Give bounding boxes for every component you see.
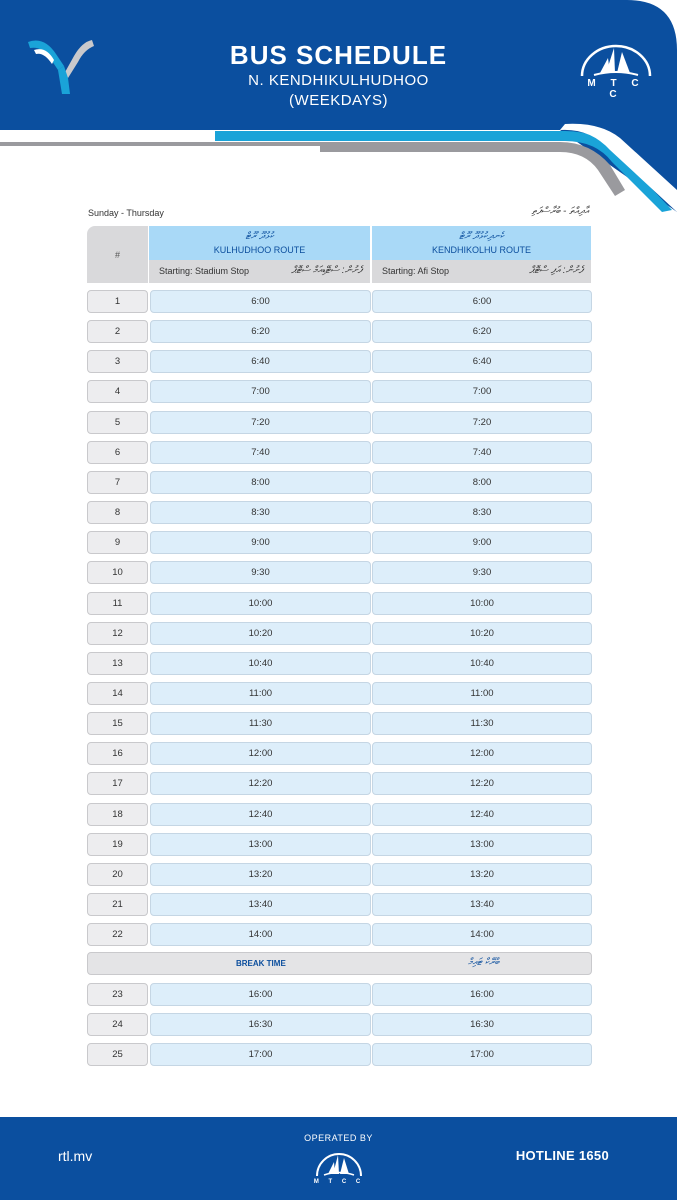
route-name: KENDHIKOLHU ROUTE bbox=[431, 245, 531, 255]
row-number: 18 bbox=[87, 803, 148, 826]
operated-by-label: OPERATED BY bbox=[304, 1133, 373, 1143]
table-row bbox=[87, 561, 592, 584]
table-row bbox=[87, 320, 592, 343]
kulhudhoo-time: 7:00 bbox=[150, 380, 371, 403]
days-dhivehi: އާދިއްތަ - ބުރާސްފަތި bbox=[531, 206, 589, 217]
row-number: 15 bbox=[87, 712, 148, 735]
table-row bbox=[87, 742, 592, 765]
table-row bbox=[87, 622, 592, 645]
break-time-dhivehi: ބްރޭކް ޓައިމް bbox=[468, 957, 500, 968]
kulhudhoo-time: 6:20 bbox=[150, 320, 371, 343]
header bbox=[0, 0, 677, 212]
row-number: 6 bbox=[87, 441, 148, 464]
row-number: 2 bbox=[87, 320, 148, 343]
table-row bbox=[87, 1013, 592, 1036]
break-time-english: BREAK TIME bbox=[236, 959, 286, 968]
route-name: KULHUDHOO ROUTE bbox=[213, 245, 306, 255]
kulhudhoo-time: 17:00 bbox=[150, 1043, 371, 1066]
kendhikolhu-time: 7:20 bbox=[372, 411, 592, 434]
table-row bbox=[87, 772, 592, 795]
table-row bbox=[87, 652, 592, 675]
row-number: 7 bbox=[87, 471, 148, 494]
row-number: 23 bbox=[87, 983, 148, 1006]
kendhikolhu-time: 8:30 bbox=[372, 501, 592, 524]
mtcc-logo-icon bbox=[578, 40, 654, 78]
kendhikolhu-time: 6:20 bbox=[372, 320, 592, 343]
starting-stop-kendhikolhu bbox=[372, 260, 591, 283]
mtcc-footer-brand: M T C C bbox=[313, 1179, 365, 1185]
table-row bbox=[87, 923, 592, 946]
row-number: 19 bbox=[87, 833, 148, 856]
starting-stop-kulhudhoo bbox=[149, 260, 370, 283]
kulhudhoo-time: 10:20 bbox=[150, 622, 371, 645]
kulhudhoo-time: 8:00 bbox=[150, 471, 371, 494]
route-header-kulhudhoo bbox=[149, 226, 370, 260]
kulhudhoo-time: 6:40 bbox=[150, 350, 371, 373]
kendhikolhu-time: 13:00 bbox=[372, 833, 592, 856]
kulhudhoo-time: 10:00 bbox=[150, 592, 371, 615]
kendhikolhu-time: 7:40 bbox=[372, 441, 592, 464]
mtcc-footer-logo-icon bbox=[315, 1149, 363, 1177]
table-row bbox=[87, 712, 592, 735]
kendhikolhu-time: 11:30 bbox=[372, 712, 592, 735]
table-row bbox=[87, 531, 592, 554]
table-row bbox=[87, 501, 592, 524]
row-number: 1 bbox=[87, 290, 148, 313]
kendhikolhu-time: 16:30 bbox=[372, 1013, 592, 1036]
period-subtitle: (WEEKDAYS) bbox=[289, 92, 388, 109]
row-number: 17 bbox=[87, 772, 148, 795]
kulhudhoo-time: 9:30 bbox=[150, 561, 371, 584]
footer bbox=[0, 1117, 677, 1200]
starting-stop-dhivehi: ފެށުން: އަފި ސްޓޮޕް bbox=[529, 265, 583, 276]
kendhikolhu-time: 9:00 bbox=[372, 531, 592, 554]
starting-stop-english: Starting: Stadium Stop bbox=[159, 266, 250, 276]
route-name-dhivehi: ކުޅުދޫ ރޫޓް bbox=[245, 231, 274, 242]
kendhikolhu-time: 13:40 bbox=[372, 893, 592, 916]
kendhikolhu-time: 12:20 bbox=[372, 772, 592, 795]
kulhudhoo-time: 13:20 bbox=[150, 863, 371, 886]
location-subtitle: N. KENDHIKULHUDHOO bbox=[248, 72, 429, 89]
route-header-kendhikolhu bbox=[372, 226, 591, 260]
kendhikolhu-time: 16:00 bbox=[372, 983, 592, 1006]
kendhikolhu-time: 12:40 bbox=[372, 803, 592, 826]
row-number: 21 bbox=[87, 893, 148, 916]
row-number: 4 bbox=[87, 380, 148, 403]
kulhudhoo-time: 12:40 bbox=[150, 803, 371, 826]
kendhikolhu-time: 12:00 bbox=[372, 742, 592, 765]
kendhikolhu-time: 9:30 bbox=[372, 561, 592, 584]
break-time-row bbox=[87, 952, 592, 975]
row-number: 22 bbox=[87, 923, 148, 946]
table-row bbox=[87, 863, 592, 886]
kendhikolhu-time: 17:00 bbox=[372, 1043, 592, 1066]
kendhikolhu-time: 6:40 bbox=[372, 350, 592, 373]
row-number: 11 bbox=[87, 592, 148, 615]
number-column-header: # bbox=[87, 226, 148, 283]
kendhikolhu-time: 10:00 bbox=[372, 592, 592, 615]
row-number: 14 bbox=[87, 682, 148, 705]
kulhudhoo-time: 11:00 bbox=[150, 682, 371, 705]
table-row bbox=[87, 380, 592, 403]
starting-stop-english: Starting: Afi Stop bbox=[382, 266, 450, 276]
kendhikolhu-time: 10:20 bbox=[372, 622, 592, 645]
kulhudhoo-time: 9:00 bbox=[150, 531, 371, 554]
row-number: 13 bbox=[87, 652, 148, 675]
hotline-text: HOTLINE 1650 bbox=[515, 1148, 609, 1163]
row-number: 25 bbox=[87, 1043, 148, 1066]
table-row bbox=[87, 592, 592, 615]
table-row bbox=[87, 682, 592, 705]
table-row bbox=[87, 290, 592, 313]
row-number: 10 bbox=[87, 561, 148, 584]
kendhikolhu-time: 8:00 bbox=[372, 471, 592, 494]
kulhudhoo-time: 7:40 bbox=[150, 441, 371, 464]
kulhudhoo-time: 16:00 bbox=[150, 983, 371, 1006]
kulhudhoo-time: 8:30 bbox=[150, 501, 371, 524]
table-row bbox=[87, 350, 592, 373]
kendhikolhu-time: 11:00 bbox=[372, 682, 592, 705]
kendhikolhu-time: 14:00 bbox=[372, 923, 592, 946]
days-english: Sunday - Thursday bbox=[88, 208, 164, 218]
kulhudhoo-time: 16:30 bbox=[150, 1013, 371, 1036]
kendhikolhu-time: 13:20 bbox=[372, 863, 592, 886]
website-link[interactable]: rtl.mv bbox=[58, 1148, 93, 1164]
kulhudhoo-time: 14:00 bbox=[150, 923, 371, 946]
starting-stop-dhivehi: ފެށުން: ސްޓޭޑިއަމް ސްޓޮޕް bbox=[291, 265, 362, 276]
table-row bbox=[87, 833, 592, 856]
row-number: 5 bbox=[87, 411, 148, 434]
kulhudhoo-time: 6:00 bbox=[150, 290, 371, 313]
row-number: 9 bbox=[87, 531, 148, 554]
mtcc-brand-text: M T C C bbox=[587, 78, 645, 100]
kulhudhoo-time: 13:40 bbox=[150, 893, 371, 916]
row-number: 8 bbox=[87, 501, 148, 524]
row-number: 16 bbox=[87, 742, 148, 765]
kendhikolhu-time: 6:00 bbox=[372, 290, 592, 313]
kulhudhoo-time: 7:20 bbox=[150, 411, 371, 434]
kulhudhoo-time: 10:40 bbox=[150, 652, 371, 675]
kulhudhoo-time: 12:20 bbox=[150, 772, 371, 795]
table-row bbox=[87, 471, 592, 494]
row-number: 12 bbox=[87, 622, 148, 645]
page-title: BUS SCHEDULE bbox=[229, 40, 448, 70]
kendhikolhu-time: 7:00 bbox=[372, 380, 592, 403]
table-row bbox=[87, 803, 592, 826]
kendhikolhu-time: 10:40 bbox=[372, 652, 592, 675]
route-name-dhivehi: ކެނދިކުޅުދޫ ރޫޓް bbox=[459, 231, 504, 242]
row-number: 20 bbox=[87, 863, 148, 886]
table-row bbox=[87, 441, 592, 464]
row-number: 3 bbox=[87, 350, 148, 373]
table-row bbox=[87, 893, 592, 916]
table-row bbox=[87, 1043, 592, 1066]
kulhudhoo-time: 12:00 bbox=[150, 742, 371, 765]
row-number: 24 bbox=[87, 1013, 148, 1036]
kulhudhoo-time: 11:30 bbox=[150, 712, 371, 735]
table-row bbox=[87, 983, 592, 1006]
kulhudhoo-time: 13:00 bbox=[150, 833, 371, 856]
table-row bbox=[87, 411, 592, 434]
